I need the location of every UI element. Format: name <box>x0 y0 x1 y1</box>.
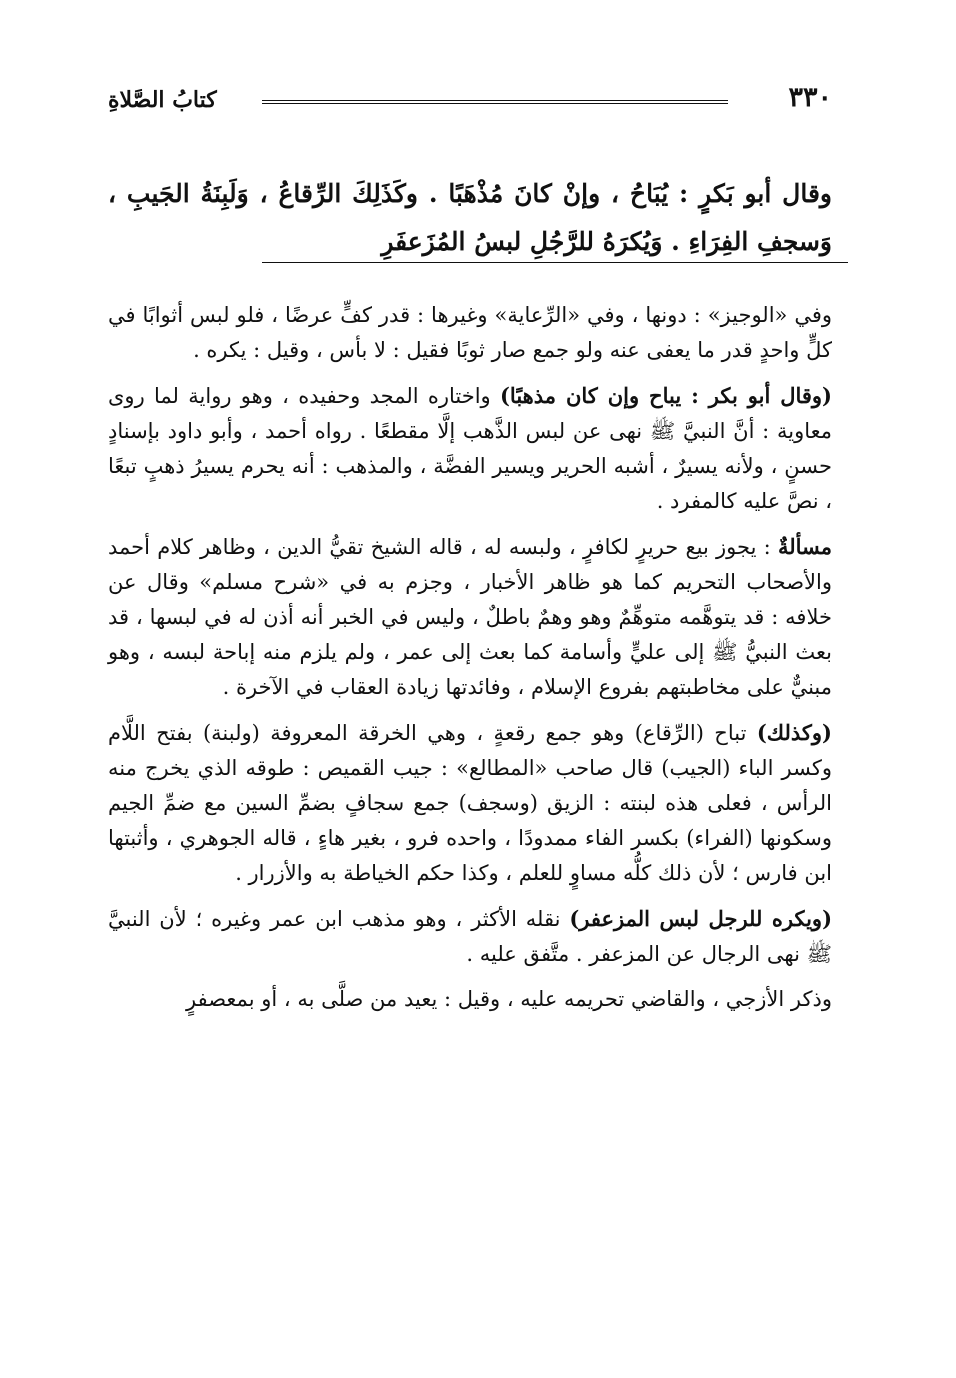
book-title: كتابُ الصَّلاةِ <box>108 87 217 113</box>
matn-separator-rule <box>262 262 848 263</box>
header-rule <box>262 100 728 104</box>
commentary-paragraph-6 <box>108 982 832 1017</box>
commentary-text: وفي «الوجيز» : دونها ، وفي «الرِّعاية» وغيرها : قدر كفٍّ عرضًا ، فلو لبس أثوابًا في كلٍّ واحدٍ قدر ما يعفى عنه ولو جمع صار ثوبًا فقيل : لا بأس ، وقيل : يكره . <box>108 303 832 362</box>
page-header <box>108 80 832 120</box>
quoted-matn: (ويكره للرجل لبس المزعفر) <box>569 906 833 931</box>
commentary-text: واختاره المجد وحفيده ، وهو رواية لما روى معاوية : أنَّ النبيَّ ﷺ نهى عن لبس الذَّهب إلَّا مقطعًا . رواه أحمد ، وأبو داود بإسنادٍ حسنٍ ، ولأنه يسيرٌ ، أشبه الحرير ويسير الفضَّة ، والمذهب : أنه يحرم يسيرُ ذهبٍ تبعًا ، نصَّ عليه كالمفرد . <box>108 384 832 513</box>
matn-text: وقال أبو بَكرٍ : يُبَاحُ ، وإنْ كانَ مُذْهَبًا . وكَذَلِكَ الرِّقاعُ ، وَلَبِنَةُ الجَيبِ ، وَسجفِ الفِرَاءِ . وَيُكرَهُ للرَّجُلِ لبسُ المُزَعفَرِ <box>108 179 832 256</box>
commentary-paragraph-2 <box>108 378 832 519</box>
masala-heading: مسألةٌ <box>777 534 832 559</box>
commentary-text: وذكر الأزجي ، والقاضي تحريمه عليه ، وقيل : يعيد من صلَّى به ، أو بمعصفرٍ <box>186 987 832 1011</box>
commentary-paragraph-3 <box>108 529 832 705</box>
commentary-text: نقله الأكثر ، وهو مذهب ابن عمر وغيره ؛ لأن النبيَّ ﷺ نهى الرجال عن المزعفر . متَّفق عليه . <box>108 907 832 966</box>
commentary-text: تباح (الرِّقاع) وهو جمع رقعةٍ ، وهي الخرقة المعروفة (ولبنة) بفتح اللَّام وكسر الباء (الجيب) قال صاحب «المطالع» : جيب القميص : طوقه الذي يخرج منه الرأس ، فعلى هذه لبنته : الزيق (وسجف) جمع سجافٍ بضمِّ السين مع ضمِّ الجيم وسكونها (الفراء) بكسر الفاء ممدودًا ، واحده فرو ، بغير هاءٍ ، قاله الجوهري ، وأثبتها ابن فارس ؛ لأن ذلك كلُّه مساوٍ للعلم ، وكذا حكم الخياطة به والأزرار . <box>108 721 832 885</box>
page-number: ٣٣٠ <box>788 82 832 113</box>
quoted-matn: (وكذلك) <box>756 720 832 745</box>
commentary-paragraph-1 <box>108 298 832 368</box>
commentary-paragraph-5 <box>108 901 832 972</box>
commentary-text: : يجوز بيع حريرٍ لكافرٍ ، ولبسه له ، قاله الشيخ تقيُّ الدين ، وظاهر كلام أحمد والأصحاب التحريم كما هو ظاهر الأخبار ، وجزم به في «شرح مسلم» وقال عن خلافه : قد يتوهَّمه متوهِّمٌ وهو وهمٌ باطلٌ ، وليس في الخبر أنه أذن له في لبسها ، قد بعث النبيُّ ﷺ إلى عليٍّ وأسامة كما بعث إلى عمر ، ولم يلزم منه إباحة لبسه ، وهو مبنيٌّ على مخاطبتهم بفروع الإسلام ، وفائدتها زيادة العقاب في الآخرة . <box>108 535 832 699</box>
commentary <box>108 298 832 1027</box>
commentary-paragraph-4 <box>108 715 832 891</box>
quoted-matn: (وقال أبو بكر : يباح وإن كان مذهبًا) <box>500 383 832 408</box>
